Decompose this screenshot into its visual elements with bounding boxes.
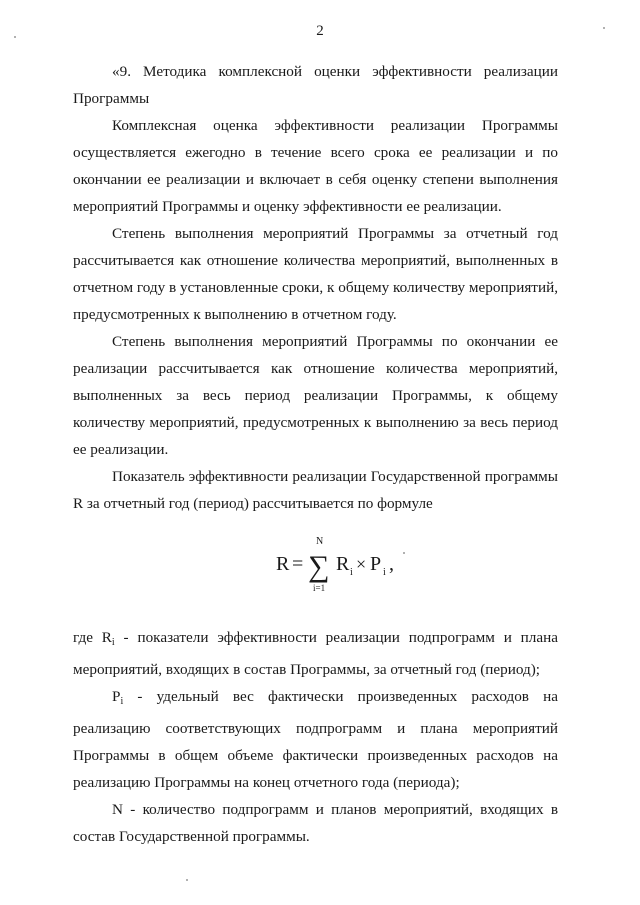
formula-svg [270, 534, 410, 594]
formula-sum-lower: i=1 [313, 583, 326, 593]
formula-equals: = [292, 553, 304, 575]
section-heading: «9. Методика комплексной оценки эффективности реализации Программы [73, 63, 558, 107]
formula-term-p: P [370, 553, 382, 575]
scan-speck [14, 36, 16, 38]
formula-term-p-sub: i [383, 567, 386, 578]
page-number: 2 [316, 23, 324, 39]
definition-n: N - количество подпрограмм и планов мероприятий, входящих в состав Государственной программы. [73, 801, 558, 845]
definitions-block [73, 624, 558, 850]
formula-trailing: , [389, 553, 394, 575]
formula-sum-symbol: ∑ [308, 550, 330, 583]
formula-term-r: R [336, 553, 350, 575]
paragraph-4: Показатель эффективности реализации Государственной программы R за отчетный год (период) рассчитывается по формуле [73, 468, 558, 512]
formula-times: × [356, 554, 367, 574]
paragraph-3: Степень выполнения мероприятий Программы по окончании ее реализации рассчитывается как отношение количества мероприятий, выполненных за весь период реализации Программы, к общему количеству мероприятий, предусмотренных к выполнению за весь период ее реализации. [73, 333, 558, 458]
definition-ri-text: - показатели эффективности реализации подпрограмм и плана мероприятий, входящих в состав Программы, за отчетный год (период); [73, 629, 558, 678]
definition-pi-sub: i [120, 696, 124, 707]
formula-lhs: R [276, 553, 290, 575]
document-body [73, 58, 558, 517]
scan-speck [403, 552, 405, 554]
definition-pi-prefix: P [112, 688, 121, 705]
scan-speck [186, 879, 188, 881]
scan-speck [603, 27, 605, 29]
paragraph-2: Степень выполнения мероприятий Программы за отчетный год рассчитывается как отношение количества мероприятий, выполненных в отчетном году в установленные сроки, к общему количеству мероприятий, предусмотренных к выполнению в отчетном году. [73, 225, 558, 323]
definition-ri [73, 624, 558, 683]
formula-term-r-sub: i [350, 567, 353, 578]
definition-pi [73, 683, 558, 796]
definition-pi-text: - удельный вес фактически произведенных расходов на реализацию соответствующих подпрограмм и плана мероприятий Программы в общем объеме фактически произведенных расходов на реализацию Программы на конец отчетного года (периода); [73, 688, 558, 791]
paragraph-1: Комплексная оценка эффективности реализации Программы осуществляется ежегодно в течение всего срока ее реализации и по окончании ее реализации и включает в себя оценку степени выполнения мероприятий Программы и оценку эффективности ее реализации. [73, 117, 558, 215]
definition-ri-prefix: где R [73, 629, 112, 646]
definition-ri-sub: i [111, 637, 115, 648]
formula-sum-upper: N [316, 536, 324, 547]
formula-block [0, 534, 640, 594]
